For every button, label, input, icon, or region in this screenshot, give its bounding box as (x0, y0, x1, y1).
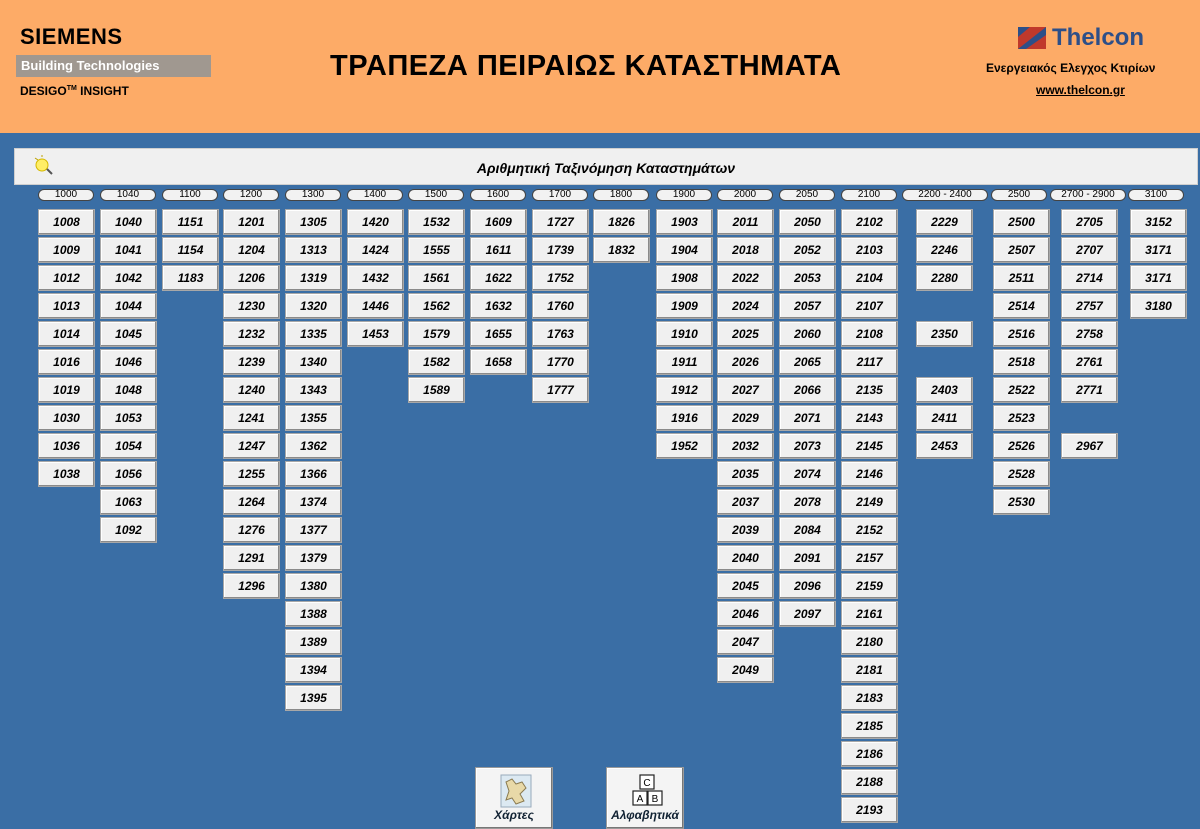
store-button[interactable]: 1752 (532, 265, 589, 291)
store-button[interactable]: 2045 (717, 573, 774, 599)
store-button[interactable]: 1048 (100, 377, 157, 403)
store-button[interactable]: 2500 (993, 209, 1050, 235)
store-button[interactable]: 2350 (916, 321, 973, 347)
store-button[interactable]: 2107 (841, 293, 898, 319)
store-button[interactable]: 1777 (532, 377, 589, 403)
store-button[interactable]: 1611 (470, 237, 527, 263)
store-button[interactable]: 2181 (841, 657, 898, 683)
column-header-0[interactable]: 1000 (38, 189, 94, 201)
store-button[interactable]: 2511 (993, 265, 1050, 291)
store-button[interactable]: 1046 (100, 349, 157, 375)
store-button[interactable]: 1727 (532, 209, 589, 235)
store-button[interactable]: 2246 (916, 237, 973, 263)
store-button[interactable]: 1655 (470, 321, 527, 347)
store-button[interactable]: 1760 (532, 293, 589, 319)
store-button[interactable]: 2516 (993, 321, 1050, 347)
thelcon-mark-icon (1018, 27, 1046, 49)
store-button[interactable]: 2157 (841, 545, 898, 571)
store-button[interactable]: 2078 (779, 489, 836, 515)
store-button[interactable]: 2403 (916, 377, 973, 403)
column-header-3[interactable]: 1200 (223, 189, 279, 201)
store-button[interactable]: 2183 (841, 685, 898, 711)
thelcon-website-link[interactable]: www.thelcon.gr (1036, 83, 1125, 97)
store-button[interactable]: 2066 (779, 377, 836, 403)
store-button[interactable]: 2046 (717, 601, 774, 627)
store-button[interactable]: 2526 (993, 433, 1050, 459)
store-button[interactable]: 1908 (656, 265, 713, 291)
column-header-2[interactable]: 1100 (162, 189, 218, 201)
store-button[interactable]: 2161 (841, 601, 898, 627)
store-button[interactable]: 1320 (285, 293, 342, 319)
store-button[interactable]: 2145 (841, 433, 898, 459)
store-button[interactable]: 1909 (656, 293, 713, 319)
store-button[interactable]: 1394 (285, 657, 342, 683)
column-header-16[interactable]: 2700 - 2900 (1050, 189, 1126, 201)
store-button[interactable]: 2084 (779, 517, 836, 543)
store-button[interactable]: 2057 (779, 293, 836, 319)
store-button[interactable]: 1424 (347, 237, 404, 263)
store-button[interactable]: 1014 (38, 321, 95, 347)
store-button[interactable]: 2453 (916, 433, 973, 459)
store-button[interactable]: 2707 (1061, 237, 1118, 263)
store-button[interactable]: 1377 (285, 517, 342, 543)
store-button[interactable]: 1230 (223, 293, 280, 319)
store-button[interactable]: 2096 (779, 573, 836, 599)
store-button[interactable]: 2022 (717, 265, 774, 291)
store-button[interactable]: 2771 (1061, 377, 1118, 403)
store-button[interactable]: 1204 (223, 237, 280, 263)
store-button[interactable]: 1053 (100, 405, 157, 431)
store-button[interactable]: 2522 (993, 377, 1050, 403)
store-button[interactable]: 1183 (162, 265, 219, 291)
store-button[interactable]: 1532 (408, 209, 465, 235)
store-button[interactable]: 1366 (285, 461, 342, 487)
store-button[interactable]: 1241 (223, 405, 280, 431)
store-button[interactable]: 1340 (285, 349, 342, 375)
page-title: ΤΡΑΠΕΖΑ ΠΕΙΡΑΙΩΣ ΚΑΤΑΣΤΗΜΑΤΑ (330, 50, 842, 82)
store-button[interactable]: 2108 (841, 321, 898, 347)
store-button[interactable]: 1255 (223, 461, 280, 487)
store-button[interactable]: 2073 (779, 433, 836, 459)
store-button[interactable]: 2714 (1061, 265, 1118, 291)
panel-title-bar (14, 148, 1198, 185)
store-button[interactable]: 1042 (100, 265, 157, 291)
store-button[interactable]: 2039 (717, 517, 774, 543)
store-button[interactable]: 1911 (656, 349, 713, 375)
store-button[interactable]: 2091 (779, 545, 836, 571)
store-button[interactable]: 2025 (717, 321, 774, 347)
store-button[interactable]: 2102 (841, 209, 898, 235)
store-button[interactable]: 3171 (1130, 265, 1187, 291)
store-button[interactable]: 1264 (223, 489, 280, 515)
store-button[interactable]: 2411 (916, 405, 973, 431)
desigo-suffix: INSIGHT (76, 84, 129, 98)
store-button[interactable]: 2024 (717, 293, 774, 319)
store-button[interactable]: 1296 (223, 573, 280, 599)
store-button[interactable]: 1232 (223, 321, 280, 347)
store-button[interactable]: 2011 (717, 209, 774, 235)
store-button[interactable]: 2757 (1061, 293, 1118, 319)
store-button[interactable]: 1952 (656, 433, 713, 459)
store-button[interactable]: 1154 (162, 237, 219, 263)
column-header-12[interactable]: 2050 (779, 189, 835, 201)
store-button[interactable]: 2761 (1061, 349, 1118, 375)
alphabetical-label: Αλφαβητικά (611, 808, 679, 822)
store-button[interactable]: 1582 (408, 349, 465, 375)
store-button[interactable]: 2152 (841, 517, 898, 543)
store-button[interactable]: 1038 (38, 461, 95, 487)
store-button[interactable]: 1343 (285, 377, 342, 403)
column-header-8[interactable]: 1700 (532, 189, 588, 201)
store-button[interactable]: 2514 (993, 293, 1050, 319)
store-button[interactable]: 2507 (993, 237, 1050, 263)
store-button[interactable]: 1589 (408, 377, 465, 403)
store-button[interactable]: 1030 (38, 405, 95, 431)
store-button[interactable]: 3171 (1130, 237, 1187, 263)
store-button[interactable]: 2050 (779, 209, 836, 235)
store-button[interactable]: 1763 (532, 321, 589, 347)
store-button[interactable]: 2040 (717, 545, 774, 571)
store-button[interactable]: 1056 (100, 461, 157, 487)
store-button[interactable]: 2074 (779, 461, 836, 487)
store-button[interactable]: 1904 (656, 237, 713, 263)
store-button[interactable]: 1319 (285, 265, 342, 291)
siemens-logo: SIEMENS (20, 24, 123, 49)
store-button[interactable]: 2149 (841, 489, 898, 515)
store-button[interactable]: 1063 (100, 489, 157, 515)
panel-title: Αριθμητική Ταξινόμηση Καταστημάτων (476, 160, 736, 176)
thelcon-logo (1018, 24, 1144, 52)
store-button[interactable]: 1239 (223, 349, 280, 375)
store-button[interactable]: 2047 (717, 629, 774, 655)
store-button[interactable]: 1247 (223, 433, 280, 459)
column-header-17[interactable]: 3100 (1128, 189, 1184, 201)
store-button[interactable]: 1916 (656, 405, 713, 431)
store-button[interactable]: 1036 (38, 433, 95, 459)
store-button[interactable]: 2528 (993, 461, 1050, 487)
store-button[interactable]: 1305 (285, 209, 342, 235)
maps-label: Χάρτες (494, 808, 534, 822)
store-button[interactable]: 2229 (916, 209, 973, 235)
store-button[interactable]: 1658 (470, 349, 527, 375)
store-button[interactable]: 2049 (717, 657, 774, 683)
column-header-6[interactable]: 1500 (408, 189, 464, 201)
store-button[interactable]: 1045 (100, 321, 157, 347)
store-button[interactable]: 1335 (285, 321, 342, 347)
desigo-trademark: TM (66, 85, 77, 92)
store-button[interactable]: 1561 (408, 265, 465, 291)
store-button[interactable]: 1355 (285, 405, 342, 431)
store-button[interactable]: 2065 (779, 349, 836, 375)
store-button[interactable]: 2026 (717, 349, 774, 375)
map-icon (500, 774, 532, 808)
column-header-15[interactable]: 2500 (991, 189, 1047, 201)
block-letter-a: A (636, 794, 644, 805)
store-button[interactable]: 2186 (841, 741, 898, 767)
store-button[interactable]: 2280 (916, 265, 973, 291)
store-button[interactable]: 1395 (285, 685, 342, 711)
column-header-7[interactable]: 1600 (470, 189, 526, 201)
store-button[interactable]: 2967 (1061, 433, 1118, 459)
column-header-11[interactable]: 2000 (717, 189, 773, 201)
alphabetical-button[interactable] (606, 767, 684, 829)
store-button[interactable]: 1388 (285, 601, 342, 627)
store-button[interactable]: 1832 (593, 237, 650, 263)
store-button[interactable]: 1562 (408, 293, 465, 319)
store-button[interactable]: 1041 (100, 237, 157, 263)
column-header-1[interactable]: 1040 (100, 189, 156, 201)
store-button[interactable]: 2523 (993, 405, 1050, 431)
store-button[interactable]: 1770 (532, 349, 589, 375)
store-button[interactable]: 2518 (993, 349, 1050, 375)
store-button[interactable]: 1903 (656, 209, 713, 235)
store-button[interactable]: 1362 (285, 433, 342, 459)
store-button[interactable]: 3152 (1130, 209, 1187, 235)
store-button[interactable]: 1019 (38, 377, 95, 403)
store-button[interactable]: 2027 (717, 377, 774, 403)
desigo-name: DESIGO (20, 84, 67, 98)
store-button[interactable]: 2035 (717, 461, 774, 487)
header-banner (0, 0, 1200, 133)
store-button[interactable]: 2188 (841, 769, 898, 795)
store-button[interactable]: 2053 (779, 265, 836, 291)
store-button[interactable]: 1206 (223, 265, 280, 291)
store-button[interactable]: 2018 (717, 237, 774, 263)
store-button[interactable]: 1008 (38, 209, 95, 235)
store-button[interactable]: 2143 (841, 405, 898, 431)
store-button[interactable]: 1453 (347, 321, 404, 347)
store-button[interactable]: 1040 (100, 209, 157, 235)
store-button[interactable]: 1012 (38, 265, 95, 291)
store-button[interactable]: 1092 (100, 517, 157, 543)
store-button[interactable]: 1739 (532, 237, 589, 263)
store-button[interactable]: 1420 (347, 209, 404, 235)
store-button[interactable]: 1016 (38, 349, 95, 375)
store-button[interactable]: 1276 (223, 517, 280, 543)
store-button[interactable]: 2530 (993, 489, 1050, 515)
column-header-9[interactable]: 1800 (593, 189, 649, 201)
store-button[interactable]: 2104 (841, 265, 898, 291)
store-button[interactable]: 1313 (285, 237, 342, 263)
block-letter-c: C (643, 778, 651, 789)
column-header-10[interactable]: 1900 (656, 189, 712, 201)
store-button[interactable]: 1609 (470, 209, 527, 235)
building-technologies-label: Building Technologies (16, 55, 211, 77)
store-button[interactable]: 2097 (779, 601, 836, 627)
store-button[interactable]: 2146 (841, 461, 898, 487)
maps-button[interactable] (475, 767, 553, 829)
store-button[interactable]: 1009 (38, 237, 95, 263)
store-button[interactable]: 1379 (285, 545, 342, 571)
store-button[interactable]: 2135 (841, 377, 898, 403)
store-button[interactable]: 2758 (1061, 321, 1118, 347)
store-button[interactable]: 1432 (347, 265, 404, 291)
column-header-4[interactable]: 1300 (285, 189, 341, 201)
store-button[interactable]: 1380 (285, 573, 342, 599)
alphabet-blocks-icon (631, 774, 663, 808)
store-button[interactable]: 1240 (223, 377, 280, 403)
desigo-insight-label (20, 84, 129, 98)
thelcon-name: Thelcon (1052, 24, 1145, 51)
store-button[interactable]: 2071 (779, 405, 836, 431)
store-button[interactable]: 1151 (162, 209, 219, 235)
store-button[interactable]: 1579 (408, 321, 465, 347)
block-letter-b: B (651, 794, 659, 805)
store-button[interactable]: 1201 (223, 209, 280, 235)
store-button[interactable]: 2117 (841, 349, 898, 375)
store-button[interactable]: 1555 (408, 237, 465, 263)
store-button[interactable]: 2103 (841, 237, 898, 263)
store-button[interactable]: 1910 (656, 321, 713, 347)
store-button[interactable]: 2032 (717, 433, 774, 459)
store-button[interactable]: 1826 (593, 209, 650, 235)
store-button[interactable]: 1632 (470, 293, 527, 319)
store-button[interactable]: 2180 (841, 629, 898, 655)
store-button[interactable]: 2159 (841, 573, 898, 599)
store-button[interactable]: 3180 (1130, 293, 1187, 319)
store-button[interactable]: 2029 (717, 405, 774, 431)
store-button[interactable]: 2037 (717, 489, 774, 515)
thelcon-tagline: Ενεργειακός Ελεγχος Κτιρίων (986, 61, 1156, 75)
store-button[interactable]: 1389 (285, 629, 342, 655)
store-button[interactable]: 1912 (656, 377, 713, 403)
column-header-14[interactable]: 2200 - 2400 (902, 189, 988, 201)
store-button[interactable]: 2193 (841, 797, 898, 823)
store-button[interactable]: 1622 (470, 265, 527, 291)
store-button[interactable]: 2705 (1061, 209, 1118, 235)
store-button[interactable]: 1374 (285, 489, 342, 515)
store-button[interactable]: 2185 (841, 713, 898, 739)
column-header-5[interactable]: 1400 (347, 189, 403, 201)
column-header-13[interactable]: 2100 (841, 189, 897, 201)
store-button[interactable]: 1044 (100, 293, 157, 319)
store-button[interactable]: 1446 (347, 293, 404, 319)
store-button[interactable]: 2060 (779, 321, 836, 347)
store-button[interactable]: 1291 (223, 545, 280, 571)
store-button[interactable]: 1013 (38, 293, 95, 319)
store-button[interactable]: 1054 (100, 433, 157, 459)
store-button[interactable]: 2052 (779, 237, 836, 263)
